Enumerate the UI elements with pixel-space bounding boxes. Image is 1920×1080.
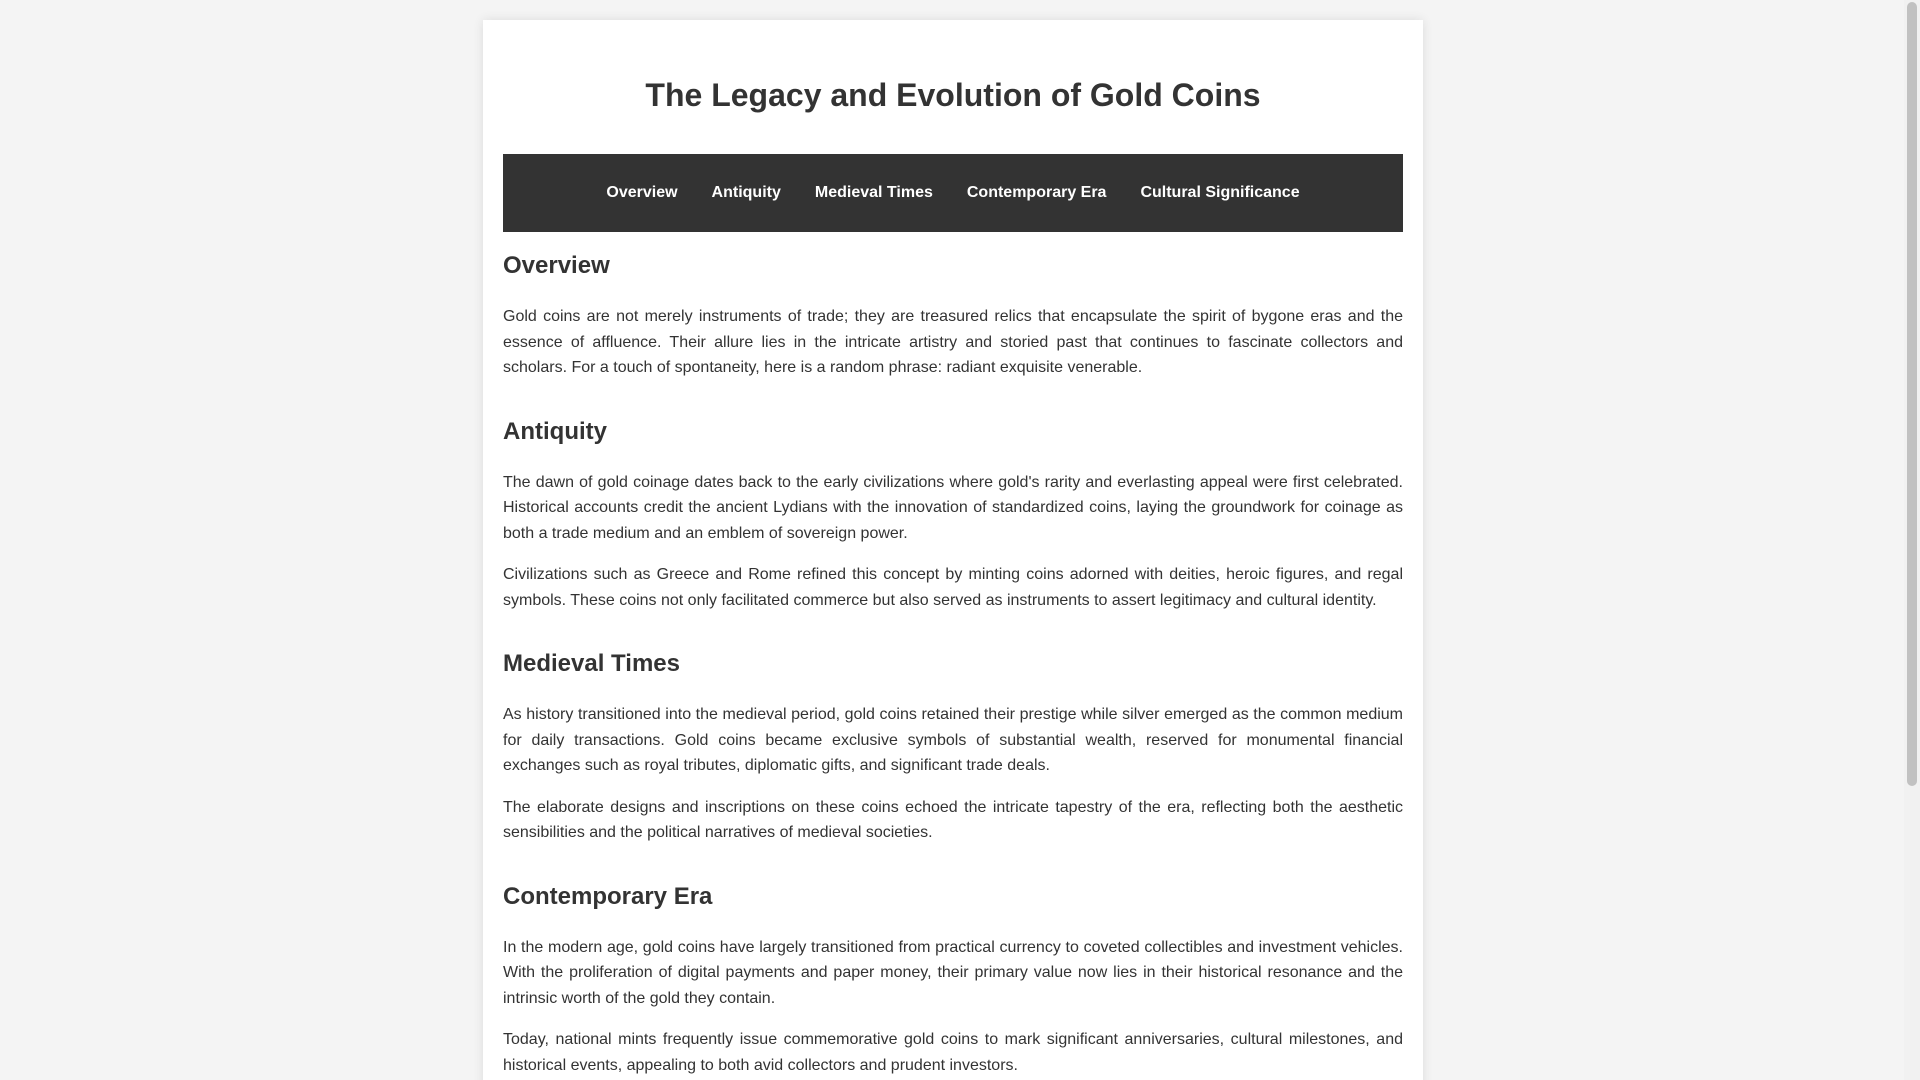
nav-link-medieval-times[interactable]: Medieval Times — [814, 184, 933, 201]
page-container — [483, 20, 1423, 1080]
section-heading: Overview — [503, 252, 610, 279]
section-overview — [503, 251, 1403, 381]
section-heading: Contemporary Era — [503, 882, 713, 910]
main-nav — [503, 154, 1403, 232]
section-contemporary-era — [503, 882, 1403, 1079]
nav-link-overview[interactable]: Overview — [606, 184, 678, 201]
section-paragraph: Today, national mints frequently issue commemorative gold coins to mark significant anniversaries, cultural milestones, and historical events, appealing to both avid collectors and prudent investors. — [503, 1031, 1403, 1074]
section-paragraph: As history transitioned into the medieval period, gold coins retained their prestige while silver emerged as the common medium for daily transactions. Gold coins became exclusive symbols of substantial wealth, reserved for monumental financial exchanges such as royal tributes, diplomatic gifts, and significant trade deals. — [503, 706, 1403, 774]
nav-link-antiquity[interactable]: Antiquity — [711, 184, 781, 201]
section-heading: Antiquity — [503, 417, 607, 445]
vertical-scrollbar[interactable] — [1904, 0, 1920, 1080]
section-heading: Medieval Times — [503, 650, 680, 677]
section-paragraph: In the modern age, gold coins have largely transitioned from practical currency to coveted collectibles and investment vehicles. With the proliferation of digital payments and paper money, their primary value now lies in their historical resonance and the intrinsic worth of the gold they contain. — [503, 938, 1403, 1007]
nav-link-cultural-significance[interactable]: Cultural Significance — [1140, 184, 1300, 201]
section-paragraph: Gold coins are not merely instruments of trade; they are treasured relics that encapsulate the spirit of bygone eras and the essence of affluence. Their allure lies in the intricate artistry and storied past that continues to fascinate collectors and scholars. For a touch of spontaneity, here is a random phrase: radiant exquisite venerable. — [503, 308, 1403, 376]
section-paragraph: Civilizations such as Greece and Rome refined this concept by minting coins adorned with deities, heroic figures, and regal symbols. These coins not only facilitated commerce but also served as instruments to assert legitimacy and cultural identity. — [503, 566, 1403, 609]
scrollbar-thumb[interactable] — [1907, 2, 1917, 786]
section-medieval-times — [503, 649, 1403, 846]
main-content — [503, 251, 1403, 1078]
section-paragraph: The dawn of gold coinage dates back to the early civilizations where gold's rarity and everlasting appeal were first celebrated. Historical accounts credit the ancient Lydians with the innovation of standardized coins, laying the groundwork for coinage as both a trade medium and an emblem of sovereign power. — [503, 473, 1403, 542]
section-paragraph: The elaborate designs and inscriptions on these coins echoed the intricate tapestry of the era, reflecting both the aesthetic sensibilities and the political narratives of medieval societies. — [503, 798, 1403, 841]
page-inner — [503, 20, 1403, 1074]
nav-link-contemporary-era[interactable]: Contemporary Era — [966, 184, 1107, 201]
page-title: The Legacy and Evolution of Gold Coins — [645, 77, 1261, 113]
section-antiquity — [503, 417, 1403, 614]
